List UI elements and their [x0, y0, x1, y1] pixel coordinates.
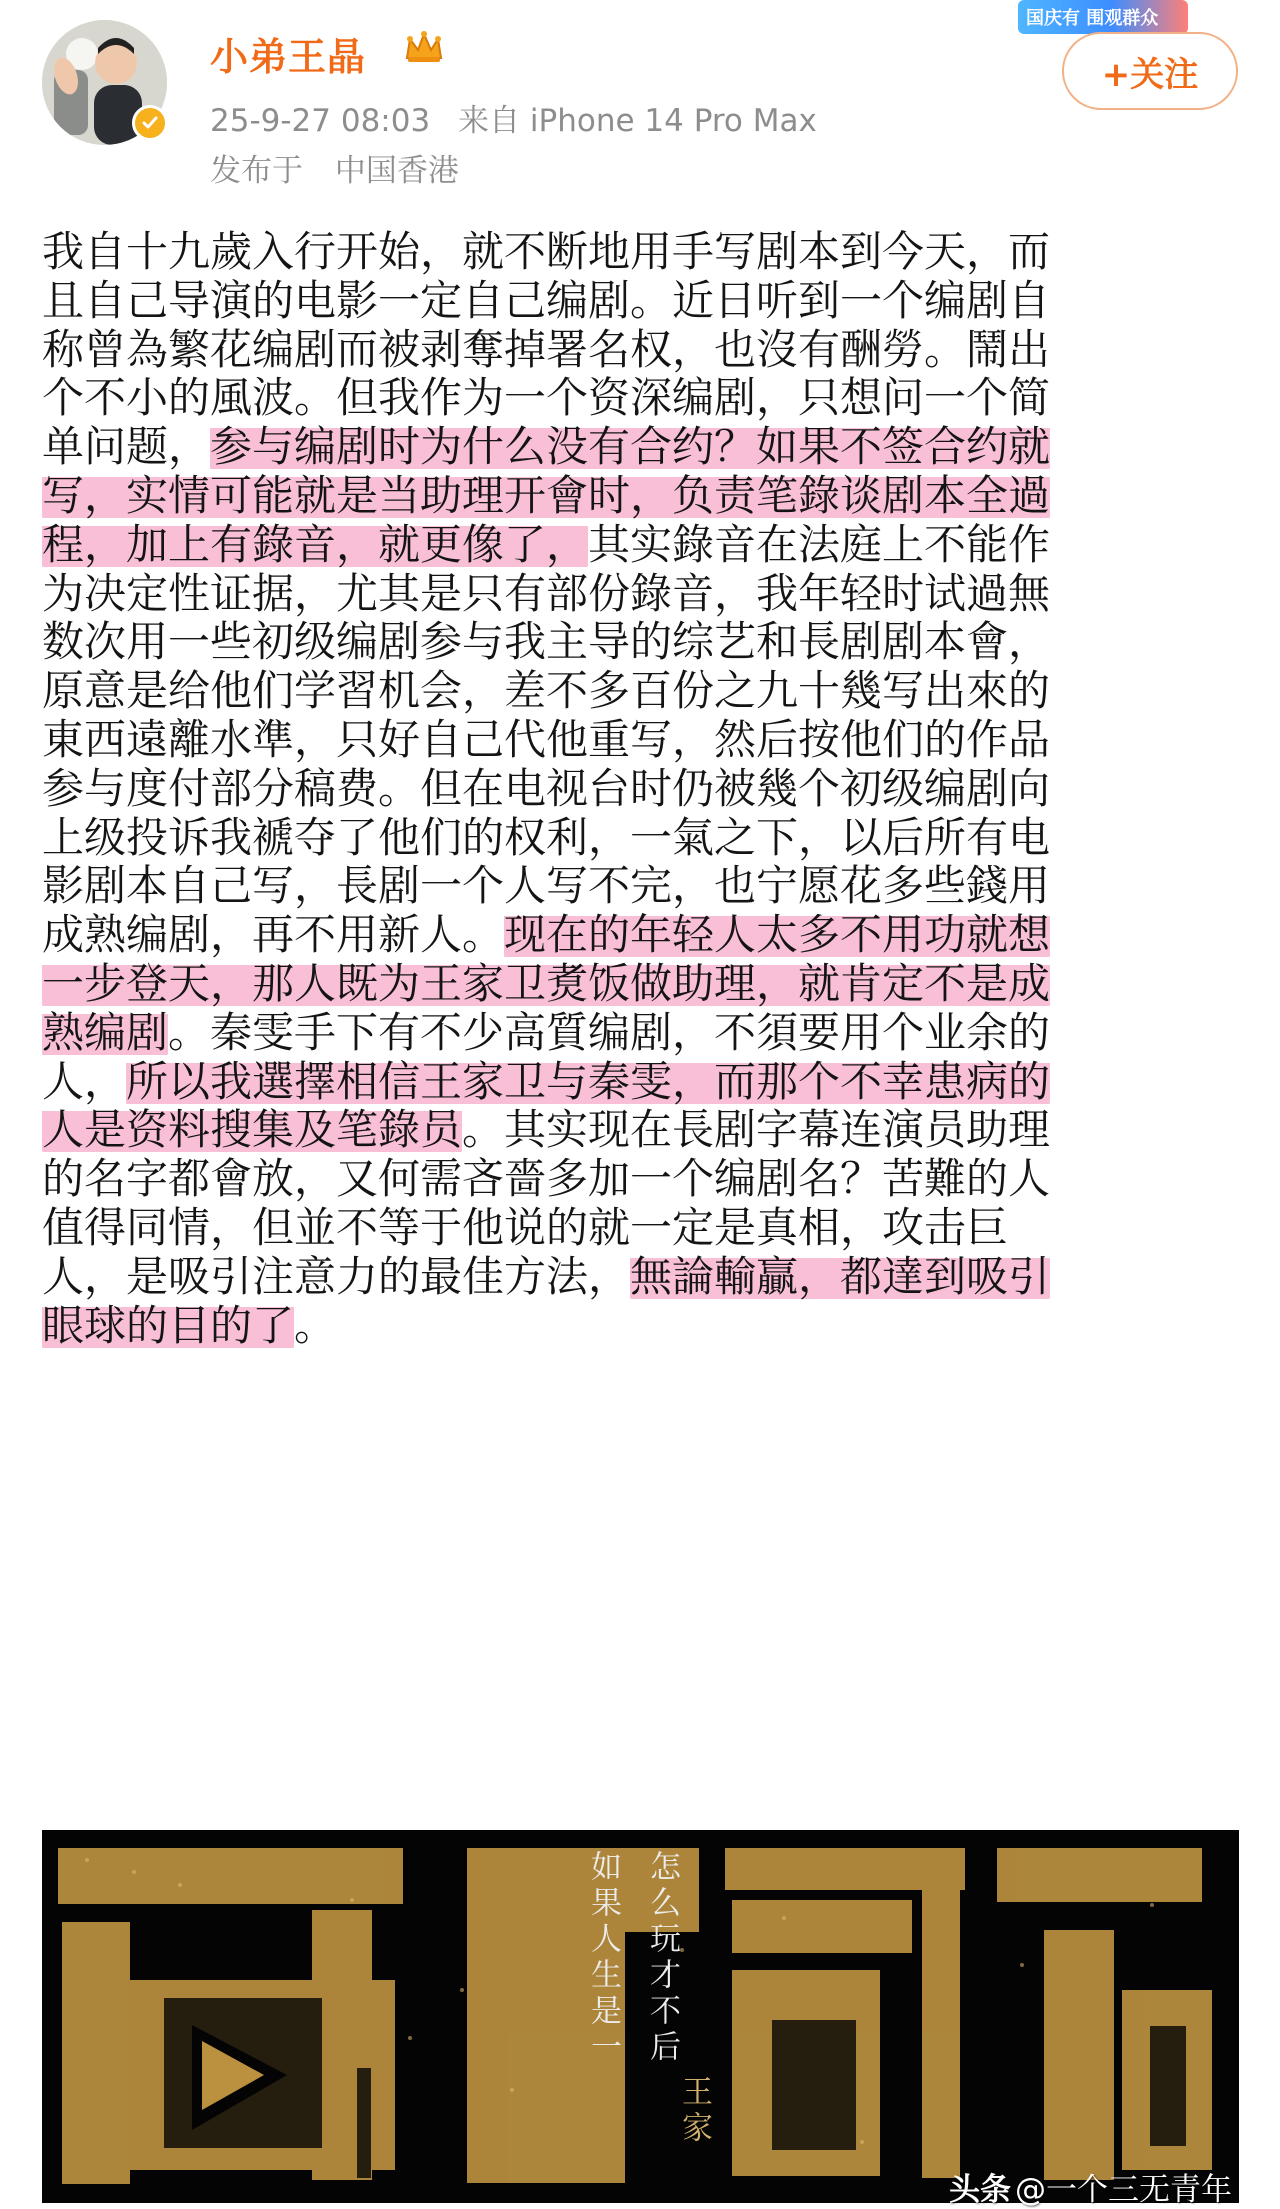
user-name[interactable]: 小弟王晶	[210, 35, 367, 79]
post-location	[210, 145, 459, 190]
post-text	[42, 228, 1230, 1350]
highlighted-text: 熟编剧	[42, 1007, 169, 1057]
highlighted-text: 程，加上有錄音，就更像了，	[42, 519, 589, 569]
text-segment: 为决定性证据，尤其是只有部份錄音，我年轻时试過無	[42, 568, 1051, 618]
text-segment: 其实錄音在法庭上不能作	[588, 519, 1051, 569]
highlighted-text: 人是资料搜集及笔錄员	[42, 1105, 463, 1155]
text-segment: 。	[294, 1300, 337, 1350]
post-line	[42, 326, 1230, 375]
post-line	[42, 862, 1230, 911]
post-timestamp: 25-9-27 08:03	[210, 103, 431, 139]
verified-badge-icon	[132, 105, 168, 141]
text-segment: 。秦雯手下有不少高質编剧，不須要用个业余的	[168, 1007, 1051, 1057]
post-line	[42, 277, 1230, 326]
post-line	[42, 1009, 1230, 1058]
location-label: 发布于	[210, 153, 303, 189]
post-image[interactable]	[42, 1830, 1239, 2203]
highlighted-text: 参与编剧时为什么没有合约？如果不签合约就	[210, 422, 1051, 472]
text-segment: 影剧本自己写，長剧一个人写不完，也宁愿花多些錢用	[42, 861, 1051, 911]
text-segment: 原意是给他们学習机会，差不多百份之九十幾写出來的	[42, 666, 1051, 716]
highlighted-text: 眼球的目的了	[42, 1300, 295, 1350]
text-segment: 数次用一些初级编剧参与我主导的综艺和長剧剧本會，	[42, 617, 1051, 667]
highlighted-text: 现在的年轻人太多不用功就想	[504, 910, 1051, 960]
text-segment: 单问题，	[42, 422, 211, 472]
highlighted-text: 一步登天，那人既为王家卫煑饭做助理，就肯定不是成	[42, 958, 1051, 1008]
post-line	[42, 374, 1230, 423]
text-segment: 。其实现在長剧字幕连演员助理	[462, 1105, 1051, 1155]
poster-fragment-text: 王家	[676, 2075, 712, 2147]
poster-vertical-text-1: 怎么玩才不后	[644, 1850, 680, 2066]
text-segment: 成熟编剧，再不用新人。	[42, 910, 505, 960]
post-line	[42, 716, 1230, 765]
post-line	[42, 1058, 1230, 1107]
text-segment: 人，	[42, 1056, 127, 1106]
follow-button[interactable]: +关注	[1062, 32, 1238, 110]
text-segment: 的名字都會放，又何需吝嗇多加一个编剧名？苦難的人	[42, 1154, 1051, 1204]
text-segment: 上级投诉我褫夺了他们的权利，一氣之下，以后所有电	[42, 812, 1051, 862]
post-line	[42, 667, 1230, 716]
post-line	[42, 521, 1230, 570]
watermark-account: @一个三无青年	[1015, 2172, 1232, 2208]
text-segment: 个不小的風波。但我作为一个资深编剧，只想问一个简	[42, 373, 1051, 423]
poster-artwork	[42, 1830, 1239, 2203]
text-segment: 称曾為繁花编剧而被剥奪掉署名权，也沒有酬勞。鬧出	[42, 324, 1051, 374]
highlighted-text: 写，实情可能就是当助理开會时，负责笔錄谈剧本全過	[42, 470, 1051, 520]
post-line	[42, 765, 1230, 814]
highlighted-text: 所以我選擇相信王家卫与秦雯，而那个不幸患病的	[126, 1056, 1051, 1106]
post-line	[42, 1302, 1230, 1351]
text-segment: 参与度付部分稿费。但在电视台时仍被幾个初级编剧向	[42, 763, 1051, 813]
post-line	[42, 911, 1230, 960]
event-badge-text: 国庆有 围观群众	[1026, 8, 1159, 29]
text-segment: 且自己导演的电影一定自己编剧。近日听到一个编剧自	[42, 275, 1051, 325]
text-segment: 值得同情，但並不等于他说的就一定是真相，攻击巨	[42, 1202, 1009, 1252]
watermark	[949, 2164, 1232, 2209]
post-header	[0, 0, 1280, 200]
post-source: 来自 iPhone 14 Pro Max	[458, 103, 817, 139]
post-line	[42, 472, 1230, 521]
post-line	[42, 423, 1230, 472]
crown-icon	[402, 30, 446, 66]
post-line	[42, 1204, 1230, 1253]
highlighted-text: 無論輸贏，都達到吸引	[630, 1251, 1051, 1301]
text-segment: 人，是吸引注意力的最佳方法，	[42, 1251, 631, 1301]
watermark-brand: 头条	[949, 2172, 1011, 2208]
post-line	[42, 1155, 1230, 1204]
post-line	[42, 228, 1230, 277]
checkmark-icon	[140, 113, 160, 133]
post-line	[42, 618, 1230, 667]
post-line	[42, 1106, 1230, 1155]
post-line	[42, 960, 1230, 1009]
location-value: 中国香港	[334, 153, 459, 189]
post-line	[42, 1253, 1230, 1302]
post-line	[42, 570, 1230, 619]
text-segment: 我自十九歲入行开始，就不断地用手写剧本到今天，而	[42, 227, 1051, 276]
event-badge	[1018, 0, 1188, 34]
poster-vertical-text-2: 如果人生是一	[585, 1850, 621, 2066]
text-segment: 東西遠離水準，只好自己代他重写，然后按他们的作品	[42, 714, 1051, 764]
post-meta	[210, 95, 835, 140]
post-line	[42, 814, 1230, 863]
